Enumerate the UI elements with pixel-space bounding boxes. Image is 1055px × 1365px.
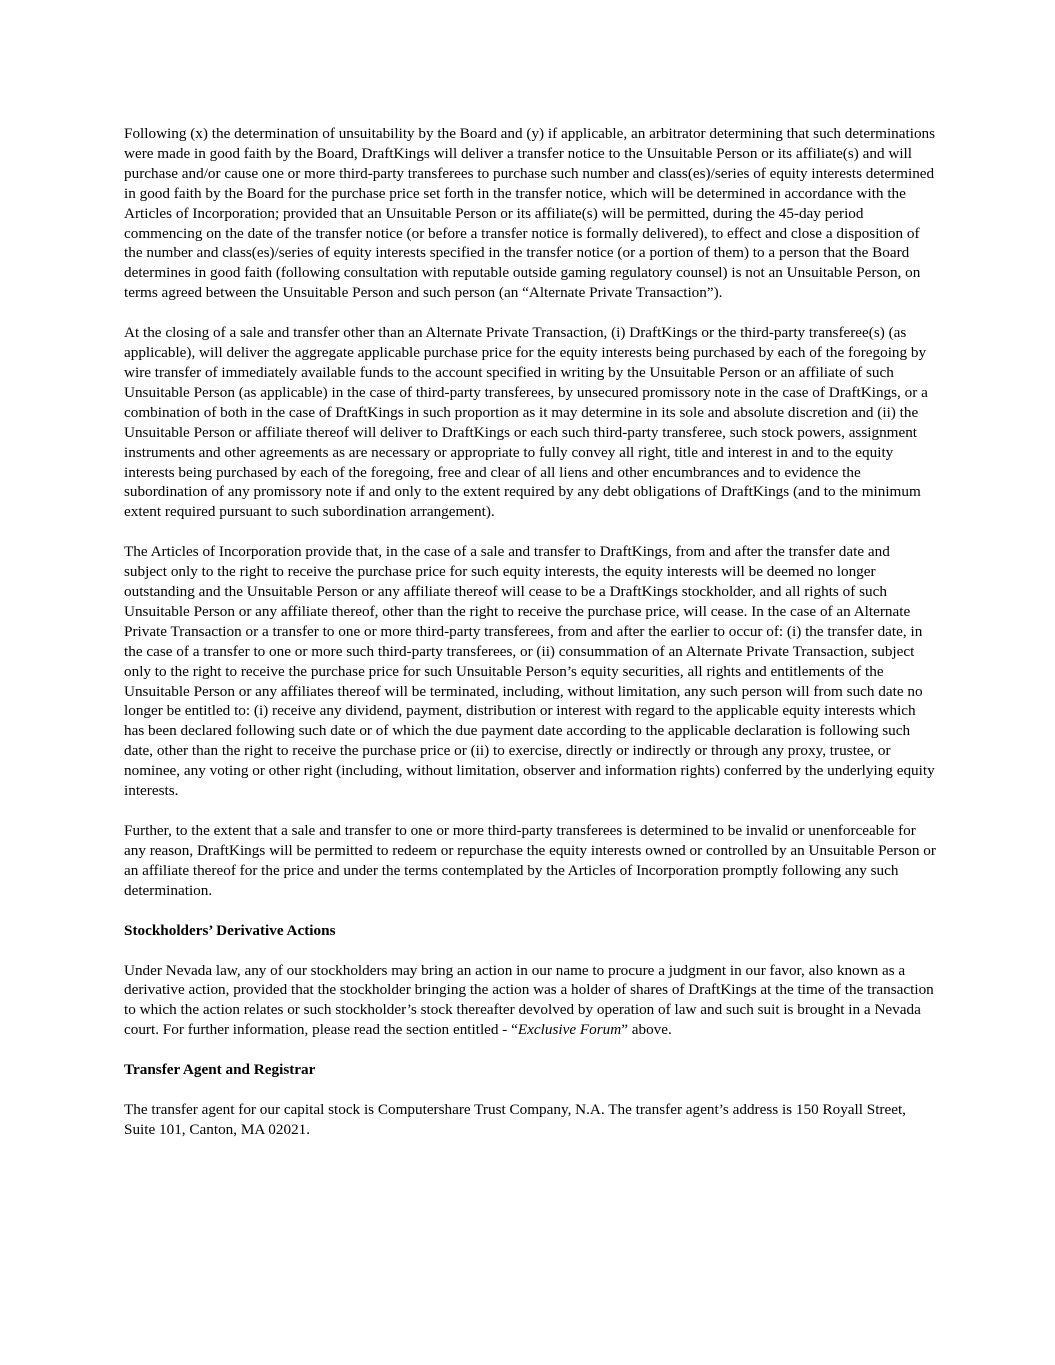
- paragraph-transfer-notice: Following (x) the determination of unsuitability by the Board and (y) if applicable, an arbitrator determining that such determinations were made in good faith by the Board, DraftKings will deliver a transfer notice to the Unsuitable Person or its affiliate(s) and will purchase and/or cause one or more third-party transferees to purchase such number and class(es)/series of equity interests determined in good faith by the Board for the purchase price set forth in the transfer notice, which will be determined in accordance with the Articles of Incorporation; provided that an Unsuitable Person or its affiliate(s) will be permitted, during the 45-day period commencing on the date of the transfer notice (or before a transfer notice is formally delivered), to effect and close a disposition of the number and class(es)/series of equity interests specified in the transfer notice (or a portion of them) to a person that the Board determines in good faith (following consultation with reputable outside gaming regulatory counsel) is not an Unsuitable Person, on terms agreed between the Unsuitable Person and such person (an “Alternate Private Transaction”).: [124, 125, 936, 302]
- heading-derivative-actions: Stockholders’ Derivative Actions: [124, 921, 336, 939]
- document-page: [124, 124, 936, 1160]
- paragraph-nevada-law: [124, 961, 936, 1041]
- nevada-law-tail: ” above.: [621, 1021, 672, 1039]
- paragraph-articles-of-incorporation: The Articles of Incorporation provide that, in the case of a sale and transfer to DraftKings, from and after the transfer date and subject only to the right to receive the purchase price for such equity interests, the equity interests will be deemed no longer outstanding and the Unsuitable Person or any affiliate thereof will cease to be a DraftKings stockholder, and all rights of such Unsuitable Person or any affiliate thereof, other than the right to receive the purchase price, will cease. In the case of an Alternate Private Transaction or a transfer to one or more third-party transferees, from and after the earlier to occur of: (i) the transfer date, in the case of a transfer to one or more such third-party transferees, or (ii) consummation of an Alternate Private Transaction, subject only to the right to receive the purchase price for such Unsuitable Person’s equity securities, all rights and entitlements of the Unsuitable Person or any affiliates thereof will be terminated, including, without limitation, any such person will from such date no longer be entitled to: (i) receive any dividend, payment, distribution or interest with regard to the applicable equity interests which has been declared following such date or of which the due payment date according to the applicable declaration is following such date, other than the right to receive the purchase price or (ii) to exercise, directly or indirectly or through any proxy, trustee, or nominee, any voting or other right (including, without limitation, observer and information rights) conferred by the underlying equity interests.: [124, 543, 935, 800]
- nevada-law-text: Under Nevada law, any of our stockholders may bring an action in our name to procure a judgment in our favor, also known as a derivative action, provided that the stockholder bringing the action was a holder of shares of DraftKings at the time of the transaction to which the action relates or such stockholder’s stock thereafter devolved by operation of law and such suit is brought in a Nevada court. For further information, please read the section entitled - “: [124, 961, 934, 1039]
- paragraph-closing-of-sale: At the closing of a sale and transfer other than an Alternate Private Transaction, (i) DraftKings or the third-party transferee(s) (as applicable), will deliver the aggregate applicable purchase price for the equity interests being purchased by each of the foregoing by wire transfer of immediately available funds to the account specified in writing by the Unsuitable Person or an affiliate of such Unsuitable Person (as applicable) in the case of third-party transferees, by unsecured promissory note in the case of DraftKings, or a combination of both in the case of DraftKings in such proportion as it may determine in its sole and absolute discretion and (ii) the Unsuitable Person or affiliate thereof will deliver to DraftKings or each such third-party transferee, such stock powers, assignment instruments and other agreements as are necessary or appropriate to fully convey all right, title and interest in and to the equity interests being purchased by each of the foregoing, free and clear of all liens and other encumbrances and to evidence the subordination of any promissory note if and only to the extent required by any debt obligations of DraftKings (and to the minimum extent required pursuant to such subordination arrangement).: [124, 324, 928, 521]
- heading-transfer-agent: Transfer Agent and Registrar: [124, 1061, 316, 1079]
- paragraph-invalid-transfer: Further, to the extent that a sale and transfer to one or more third-party transferees is determined to be invalid or unenforceable for any reason, DraftKings will be permitted to redeem or repurchase the equity interests owned or controlled by an Unsuitable Person or an affiliate thereof for the price and under the terms contemplated by the Articles of Incorporation promptly following any such determination.: [124, 822, 936, 899]
- exclusive-forum-reference: Exclusive Forum: [517, 1021, 622, 1039]
- paragraph-transfer-agent: The transfer agent for our capital stock is Computershare Trust Company, N.A. The transfer agent’s address is 150 Royall Street, Suite 101, Canton, MA 02021.: [124, 1101, 906, 1138]
